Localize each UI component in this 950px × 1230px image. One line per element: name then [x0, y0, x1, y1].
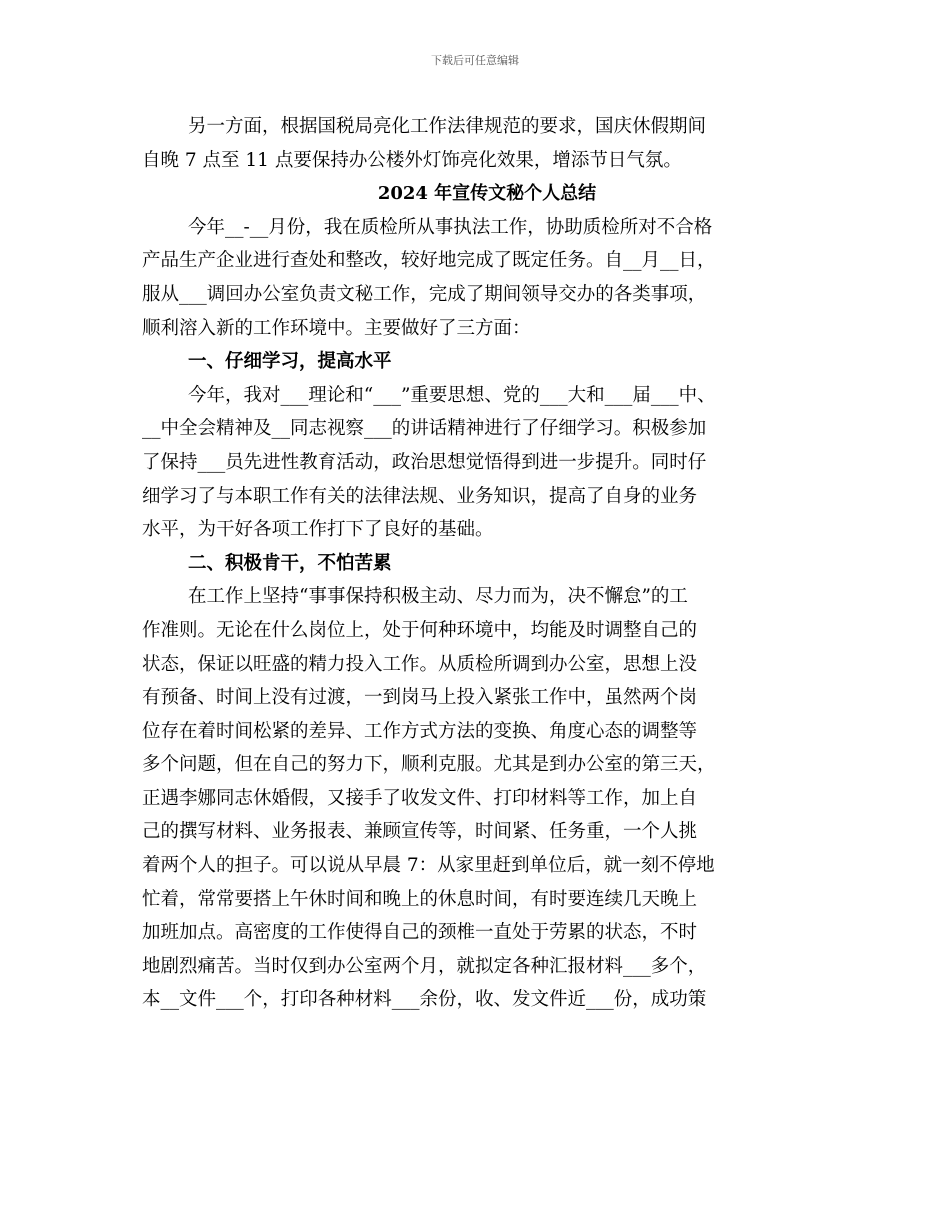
page-header: 下载后可任意编辑	[431, 54, 519, 67]
text-line: 有预备、时间上没有过渡，一到岗马上投入紧张工作中，虽然两个岗	[142, 687, 698, 709]
text-line: 自晚 7 点至 11 点要保持办公楼外灯饰亮化效果，增添节日气氛。	[142, 149, 682, 171]
text-line: 了保持___员先进性教育活动，政治思想觉悟得到进一步提升。同时仔	[142, 451, 707, 473]
paragraph-1	[142, 211, 832, 345]
section-heading-1: 一、仔细学习，提高水平	[188, 351, 392, 373]
text-line: __中全会精神及__同志视察___的讲话精神进行了仔细学习。积极参加	[142, 418, 707, 440]
text-line: 位存在着时间松紧的差异、工作方式方法的变换、角度心态的调整等	[142, 720, 698, 742]
section-heading-2: 二、积极肯干，不怕苦累	[188, 552, 392, 574]
text-line: 正遇李娜同志休婚假，又接手了收发文件、打印材料等工作，加上自	[142, 787, 698, 809]
text-line: 服从___调回办公室负责文秘工作，完成了期间领导交办的各类事项，	[142, 283, 707, 305]
text-line: 加班加点。高密度的工作使得自己的颈椎一直处于劳累的状态，不时	[142, 922, 698, 944]
intro-paragraph	[142, 110, 832, 177]
document-title: 2024 年宣传文秘个人总结	[377, 183, 597, 205]
text-line: 己的撰写材料、业务报表、兼顾宣传等，时间紧、任务重，一个人挑	[142, 821, 698, 843]
text-line: 多个问题，但在自己的努力下，顺利克服。尤其是到办公室的第三天，	[142, 754, 716, 776]
text-line: 状态，保证以旺盛的精力投入工作。从质检所调到办公室，思想上没	[142, 653, 698, 675]
document-body	[142, 110, 832, 1017]
text-line: 在工作上坚持“事事保持积极主动、尽力而为，决不懈怠”的工	[188, 586, 688, 608]
text-line: 今年，我对___理论和“___”重要思想、党的___大和___届___中、	[188, 384, 716, 406]
paragraph-2	[142, 379, 832, 547]
text-line: 地剧烈痛苦。当时仅到办公室两个月，就拟定各种汇报材料___多个，	[142, 955, 707, 977]
text-line: 着两个人的担子。可以说从早晨 7：从家里赶到单位后，就一刻不停地	[142, 855, 715, 877]
text-line: 另一方面，根据国税局亮化工作法律规范的要求，国庆休假期间	[188, 116, 707, 137]
text-line: 忙着，常常要搭上午休时间和晚上的休息时间，有时要连续几天晚上	[142, 888, 698, 910]
text-line: 作准则。无论在什么岗位上，处于何种环境中，均能及时调整自己的	[142, 619, 698, 641]
text-line: 本__文件___个，打印各种材料___余份，收、发文件近___份，成功策	[142, 989, 707, 1011]
text-line: 今年__-__月份，我在质检所从事执法工作，协助质检所对不合格	[188, 216, 713, 238]
text-line: 产品生产企业进行查处和整改，较好地完成了既定任务。自__月__日，	[142, 250, 716, 272]
text-line: 顺利溶入新的工作环境中。主要做好了三方面：	[142, 317, 531, 339]
paragraph-3	[142, 580, 832, 1017]
text-line: 水平，为干好各项工作打下了良好的基础。	[142, 519, 494, 541]
text-line: 细学习了与本职工作有关的法律法规、业务知识，提高了自身的业务	[142, 485, 698, 507]
